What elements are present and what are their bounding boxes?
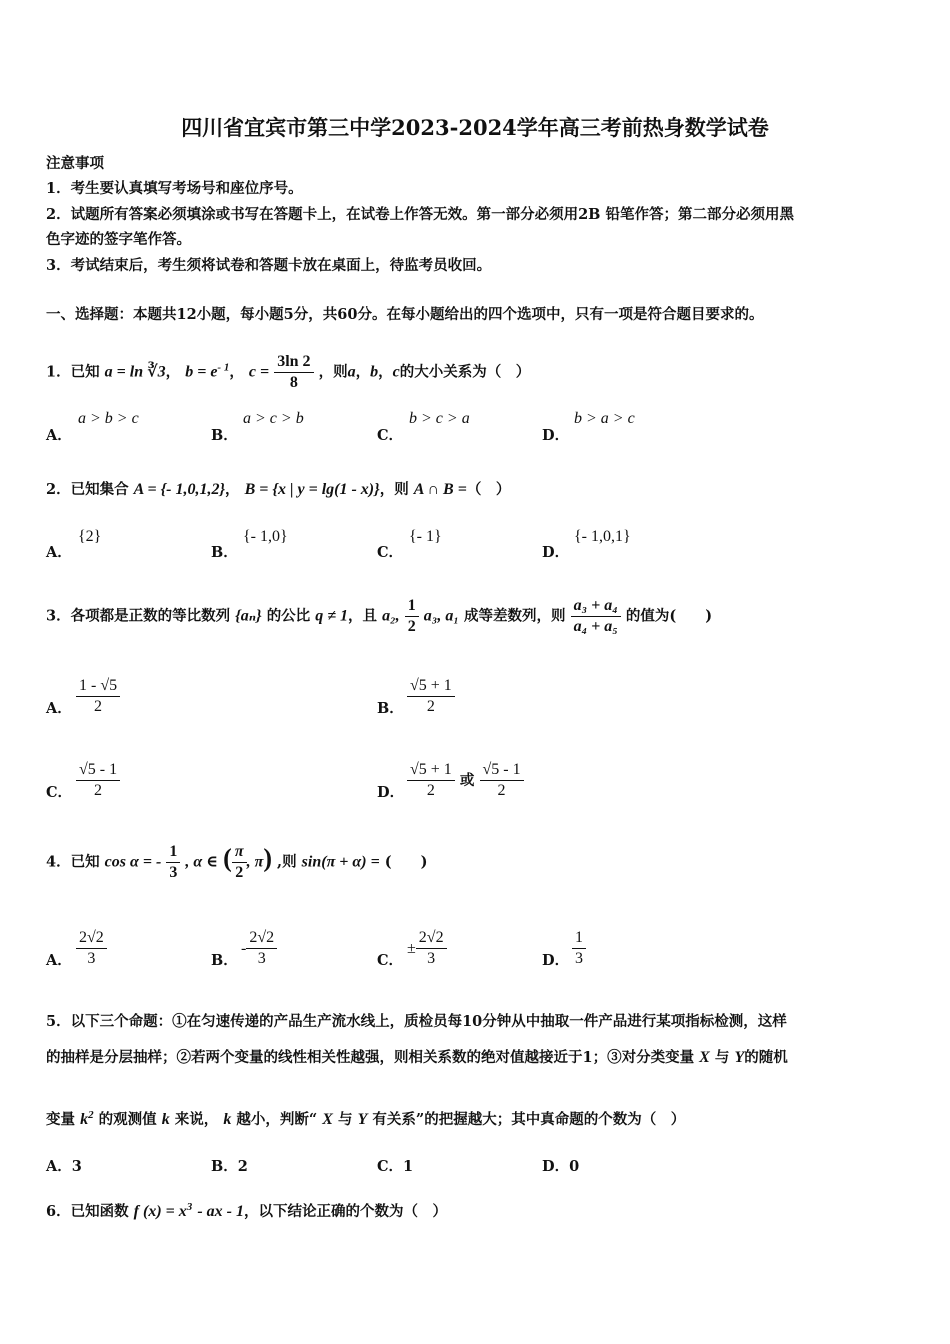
q4-interval-close: )	[263, 843, 272, 873]
q1-c-fraction	[274, 352, 313, 393]
q3-target-denominator: a₄ + a₅	[573, 618, 618, 635]
q3-option-d-denominator: 2	[426, 782, 435, 799]
q1-option-d: b > a > c	[574, 410, 635, 427]
q4-lead: 4．已知	[46, 853, 100, 871]
q6-function: f (x) = x	[133, 1203, 187, 1220]
q3-option-b-denominator: 2	[426, 698, 435, 715]
q2-tail-1: ，则	[379, 481, 409, 498]
q5-option-c-value: 1	[403, 1158, 414, 1175]
q6-tail: ，以下结论正确的个数为（ ）	[243, 1203, 447, 1220]
q4-interval-tail: , π	[246, 853, 264, 871]
q4-option-c-numerator: 2√2	[416, 928, 447, 949]
q4-cos-numerator: 1	[166, 842, 180, 863]
q5-line-1: 5．以下三个命题：①在匀速传递的产品生产流水线上，质检员每10分钟从中抽取一件产品进行某项指标检测，这样	[46, 1013, 787, 1030]
q4-option-b-denominator: 3	[257, 950, 266, 967]
q5-var-y-2: Y	[357, 1111, 368, 1128]
q5-line-3-mid-2: 来说，	[174, 1111, 219, 1128]
q1-var-b: b	[370, 363, 379, 381]
q3-option-b-label: B．	[377, 700, 404, 717]
q4-option-d-label: D．	[542, 952, 570, 969]
q1-lead: 1．已知	[46, 363, 100, 381]
q4-option-a-denominator: 3	[87, 950, 96, 967]
q2-option-b-label: B．	[211, 544, 238, 561]
q1-sep: ，	[165, 363, 181, 381]
q4-interval-denominator: 2	[235, 864, 244, 881]
q2-option-c: {- 1}	[409, 528, 442, 545]
q3-half-denominator: 2	[407, 618, 416, 635]
q2-option-d: {- 1,0,1}	[574, 528, 631, 545]
q5-var-x: X	[699, 1049, 710, 1066]
q3-a3-a1: a₃, a₁	[423, 607, 459, 625]
notice-item-2-cont: 色字迹的签字笔作答。	[46, 231, 191, 248]
q1-option-a: a > b > c	[78, 410, 139, 427]
q4-option-b-numerator: 2√2	[246, 928, 277, 949]
q5-option-d	[542, 1155, 579, 1176]
q1-stem	[46, 352, 530, 393]
q1-option-a-label: A．	[46, 427, 72, 444]
q4-option-a-label: A．	[46, 952, 72, 969]
q5-line-3-tail: 有关系”的把握越大；其中真命题的个数为（ ）	[372, 1111, 686, 1128]
q4-interval-numerator: π	[232, 842, 247, 863]
q5-k: k	[161, 1111, 170, 1128]
q1-tail-4: 的大小关系为（ ）	[399, 363, 531, 381]
q3-option-c-label: C．	[46, 784, 73, 801]
q3-option-d-label: D．	[377, 784, 405, 801]
q2-sep: ，	[225, 481, 240, 498]
q2-option-b: {- 1,0}	[243, 528, 288, 545]
q2-option-d-label: D．	[542, 544, 570, 561]
q3-option-a	[76, 676, 120, 717]
q4-option-a-numerator: 2√2	[76, 928, 107, 949]
q3-option-c-denominator: 2	[94, 782, 103, 799]
q4-option-d-numerator: 1	[572, 928, 586, 949]
q5-line-2	[46, 1046, 788, 1067]
q5-option-a-value: 3	[71, 1158, 82, 1175]
q1-tail-3: ，	[378, 363, 393, 381]
q4-option-d-denominator: 3	[575, 950, 583, 967]
q1-sep-2: ，	[229, 363, 244, 381]
q1-a-expr: a = ln ∛3	[104, 363, 166, 381]
q4-option-b-prefix: -	[241, 940, 247, 957]
q5-option-a-label: A．	[46, 1158, 72, 1175]
q3-option-d-denominator-2: 2	[497, 782, 506, 799]
q3-option-d-or: 或	[459, 772, 475, 789]
q2-tail-2: （ ）	[466, 481, 511, 498]
q1-option-c: b > c > a	[409, 410, 470, 427]
q2-option-a-label: A．	[46, 544, 72, 561]
q4-tail-1: ,则	[277, 853, 297, 871]
q5-k2: k	[80, 1111, 89, 1128]
q4-tail-2: ( )	[384, 853, 428, 871]
q2-expr: A ∩ B =	[413, 481, 467, 498]
q2-option-a: {2}	[78, 528, 102, 545]
q5-option-c	[377, 1155, 413, 1176]
q1-var-c: c	[392, 363, 400, 381]
q3-stem	[46, 596, 712, 637]
q5-yu-2: 与	[338, 1111, 353, 1128]
q3-half-numerator: 1	[405, 596, 419, 617]
q1-b-exponent: - 1	[217, 361, 230, 374]
q2-set-b: B = {x | y = lg(1 - x)}	[244, 481, 380, 498]
q5-line-3-mid-1: 的观测值	[98, 1111, 157, 1128]
q3-option-a-numerator: 1 - √5	[76, 676, 120, 697]
q5-option-d-value: 0	[569, 1158, 580, 1175]
q1-option-d-label: D．	[542, 427, 570, 444]
q5-line-3	[46, 1108, 685, 1129]
q5-line-2-tail: 的随机	[744, 1049, 788, 1066]
q4-option-a	[76, 928, 107, 969]
q1-option-b-label: B．	[211, 427, 238, 444]
q6-lead: 6．已知函数	[46, 1203, 129, 1220]
q3-sequence: {aₙ}	[235, 607, 262, 625]
q3-lead: 3．各项都是正数的等比数列	[46, 607, 231, 625]
q1-c-numerator: 3ln 2	[274, 352, 313, 373]
notice-heading: 注意事项	[46, 155, 104, 172]
q3-option-a-label: A．	[46, 700, 72, 717]
notice-item-2: 2．试题所有答案必须填涂或书写在答题卡上，在试卷上作答无效。第一部分必须用2B 铅笔作答；第二部分必须用黑	[46, 206, 794, 223]
q3-mid-1: 的公比	[266, 607, 311, 625]
q4-cos-denominator: 3	[169, 864, 178, 881]
q3-ratio: q ≠ 1	[315, 607, 349, 625]
notice-item-3: 3．考试结束后，考生须将试卷和答题卡放在桌面上，待监考员收回。	[46, 257, 492, 274]
q3-target-numerator: a₃ + a₄	[571, 596, 621, 617]
q3-a2: a₂,	[382, 607, 400, 625]
q1-option-b: a > c > b	[243, 410, 304, 427]
q5-option-a	[46, 1155, 82, 1176]
q4-cos-fraction	[166, 842, 180, 883]
q4-option-c-label: C．	[377, 952, 404, 969]
q1-tail-2: ，	[355, 363, 371, 381]
q6-stem	[46, 1200, 447, 1221]
q4-cond-2: , α ∈	[185, 853, 219, 871]
notice-item-1: 1．考生要认真填写考场号和座位序号。	[46, 180, 303, 197]
q5-yu: 与	[714, 1049, 730, 1066]
q3-option-c-numerator: √5 - 1	[76, 760, 120, 781]
page-title: 四川省宜宾市第三中学2023-2024学年高三考前热身数学试卷	[181, 115, 769, 140]
q5-var-x-2: X	[322, 1111, 333, 1128]
q4-option-b	[241, 928, 277, 969]
q2-set-a: A = {- 1,0,1,2}	[133, 481, 226, 498]
q5-line-3-mid-3: 越小，判断“	[236, 1111, 318, 1128]
q5-option-b	[211, 1155, 248, 1176]
q4-expr: sin(π + α) =	[301, 853, 380, 871]
q3-option-d-numerator-2: √5 - 1	[480, 760, 524, 781]
q3-mid-3: 成等差数列，则	[464, 607, 566, 625]
q5-k-2: k	[223, 1111, 232, 1128]
q3-option-b	[407, 676, 455, 717]
q5-option-d-label: D．	[542, 1158, 570, 1175]
q3-option-a-denominator: 2	[94, 698, 103, 715]
q4-option-d	[572, 928, 586, 969]
q4-option-b-label: B．	[211, 952, 238, 969]
q3-option-b-numerator: √5 + 1	[407, 676, 455, 697]
q5-option-b-value: 2	[237, 1158, 248, 1175]
q4-option-c-prefix: ±	[407, 940, 416, 957]
q3-option-d	[407, 760, 524, 801]
section-heading: 一、选择题：本题共12小题，每小题5分，共60分。在每小题给出的四个选项中，只有一项是符合题目要求的。	[46, 306, 764, 323]
q1-c-lhs: c =	[248, 363, 270, 381]
q5-line-3-text: 变量	[46, 1111, 75, 1128]
q3-mid-2: ，且	[348, 607, 378, 625]
q3-option-d-numerator: √5 + 1	[407, 760, 455, 781]
q4-interval-open: (	[223, 843, 232, 873]
q2-option-c-label: C．	[377, 544, 404, 561]
q1-option-c-label: C．	[377, 427, 404, 444]
q5-option-b-label: B．	[211, 1158, 238, 1175]
q3-target-fraction	[571, 596, 621, 637]
q1-tail-1: ，则	[318, 363, 348, 381]
q2-lead: 2．已知集合	[46, 481, 129, 498]
q4-option-c-denominator: 3	[427, 950, 436, 967]
q4-option-c	[407, 928, 447, 969]
q6-function-tail: - ax - 1	[197, 1203, 244, 1220]
q1-c-denominator: 8	[289, 374, 298, 391]
q1-var-a: a	[347, 363, 356, 381]
q3-tail: 的值为( )	[625, 607, 713, 625]
q6-function-exponent: 3	[186, 1201, 193, 1214]
q2-stem	[46, 478, 510, 499]
q5-option-c-label: C．	[377, 1158, 404, 1175]
q5-line-2-text: 的抽样是分层抽样；②若两个变量的线性相关性越强，则相关系数的绝对值越接近于1；③对分类变量	[46, 1049, 695, 1066]
q3-option-c	[76, 760, 120, 801]
q5-var-y: Y	[734, 1049, 745, 1066]
q4-interval-fraction	[232, 842, 247, 883]
q4-stem	[46, 842, 428, 883]
q4-cond-1: cos α = -	[104, 853, 162, 871]
q3-half-fraction	[405, 596, 419, 637]
q5-k2-exponent: 2	[88, 1109, 94, 1122]
q1-b-expr: b = e	[185, 363, 218, 381]
